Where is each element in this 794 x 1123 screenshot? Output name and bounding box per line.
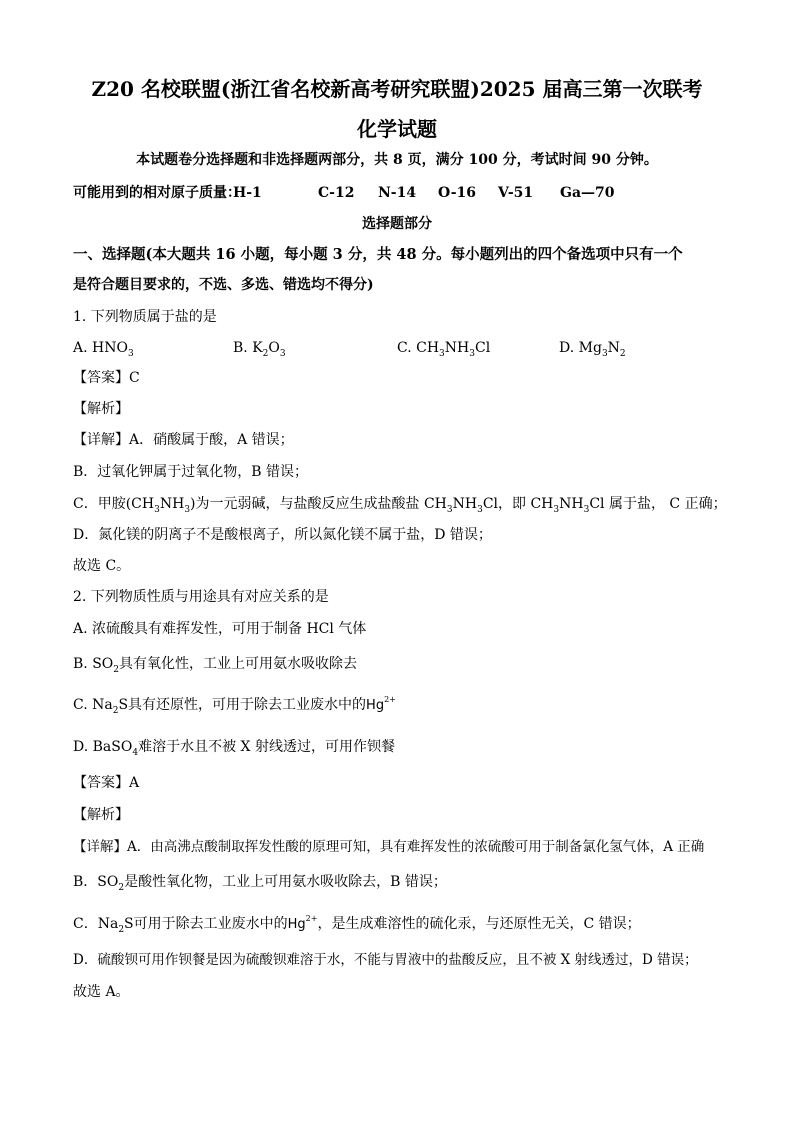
q2-detail-c: C．$Na_2S$可用于除去工业废水中的$Hg^{2+}$，是生成难溶性的硫化汞，与还原性无关，C 错误； xyxy=(73,914,641,935)
q1-detail-a: 【详解】A．硝酸属于酸，A 错误； xyxy=(73,432,294,448)
q2-stem: 2. 下列物质性质与用途具有对应关系的是 xyxy=(73,589,329,605)
q2-option-d: D. BaSO$_4$难溶于水且不被 X 射线透过，可用作钡餐 xyxy=(73,739,395,758)
q1-option-a: A. $HNO_3$ xyxy=(73,340,134,359)
q2-option-b: B. $SO_2$具有氧化性，工业上可用氨水吸收除去 xyxy=(73,656,357,675)
q2-analysis-tag: 【解析】 xyxy=(73,807,129,823)
q1-analysis-tag: 【解析】 xyxy=(73,401,129,417)
q2-option-a: A. 浓硫酸具有难挥发性，可用于制备 HCl 气体 xyxy=(73,621,367,637)
q2-option-c: C. $Na_2S$具有还原性，可用于除去工业废水中的$Hg^{2+}$ xyxy=(73,695,396,716)
q1-option-d: D. $Mg_3N_2$ xyxy=(559,340,626,359)
q1-stem: 1. 下列物质属于盐的是 xyxy=(73,309,217,325)
exam-instructions: 本试题卷分选择题和非选择题两部分，共 8 页，满分 100 分，考试时间 90 分钟。 xyxy=(136,152,658,168)
atomic-mass-v: V-51 xyxy=(498,185,534,201)
section-desc-2: 是符合题目要求的，不选、多选、错选均不得分) xyxy=(73,277,374,293)
q1-option-b: B. $K_2O_3$ xyxy=(233,340,286,359)
exam-subject-title: 化学试题 xyxy=(357,117,437,141)
q2-conclusion: 故选 A。 xyxy=(73,984,130,1000)
atomic-mass-h: H-1 xyxy=(233,185,262,201)
q2-detail-b: B．$SO_2$是酸性氧化物，工业上可用氨水吸收除去，B 错误； xyxy=(73,874,447,893)
atomic-mass-c: C-12 xyxy=(318,185,355,201)
exam-title: Z20 名校联盟(浙江省名校新高考研究联盟)2025 届高三第一次联考 xyxy=(91,77,703,101)
atomic-mass-ga: Ga—70 xyxy=(560,185,615,201)
q1-conclusion: 故选 C。 xyxy=(73,558,131,574)
q2-detail-d: D．硫酸钡可用作钡餐是因为硫酸钡难溶于水，不能与胃液中的盐酸反应，且不被 X 射线透过，D 错误； xyxy=(73,952,698,968)
atomic-mass-n: N-14 xyxy=(378,185,417,201)
q2-answer: 【答案】A xyxy=(73,775,140,791)
atomic-mass-label: 可能用到的相对原子质量： xyxy=(73,185,241,201)
q1-detail-c: C．甲胺$(CH_3NH_3)$为一元弱碱，与盐酸反应生成盐酸盐 $CH_3NH_3Cl$，即 $CH_3NH_3Cl$ 属于盐， C 正确； xyxy=(73,496,727,515)
atomic-mass-o: O-16 xyxy=(438,185,477,201)
q1-detail-b: B．过氧化钾属于过氧化物，B 错误； xyxy=(73,464,309,480)
q1-option-c: C. $CH_3NH_3Cl$ xyxy=(397,340,491,359)
q2-detail-a: 【详解】A．由高沸点酸制取挥发性酸的原理可知，具有难挥发性的浓硫酸可用于制备氯化氢气体，A 正确 xyxy=(73,839,705,855)
section-title: 选择题部分 xyxy=(362,216,432,232)
q1-detail-d: D．氮化镁的阴离子不是酸根离子，所以氮化镁不属于盐，D 错误； xyxy=(73,527,492,543)
q1-answer: 【答案】C xyxy=(73,370,140,386)
atomic-mass-line xyxy=(73,183,241,203)
section-desc-1: 一、选择题(本大题共 16 小题，每小题 3 分，共 48 分。每小题列出的四个备选项中只有一个 xyxy=(73,246,683,263)
